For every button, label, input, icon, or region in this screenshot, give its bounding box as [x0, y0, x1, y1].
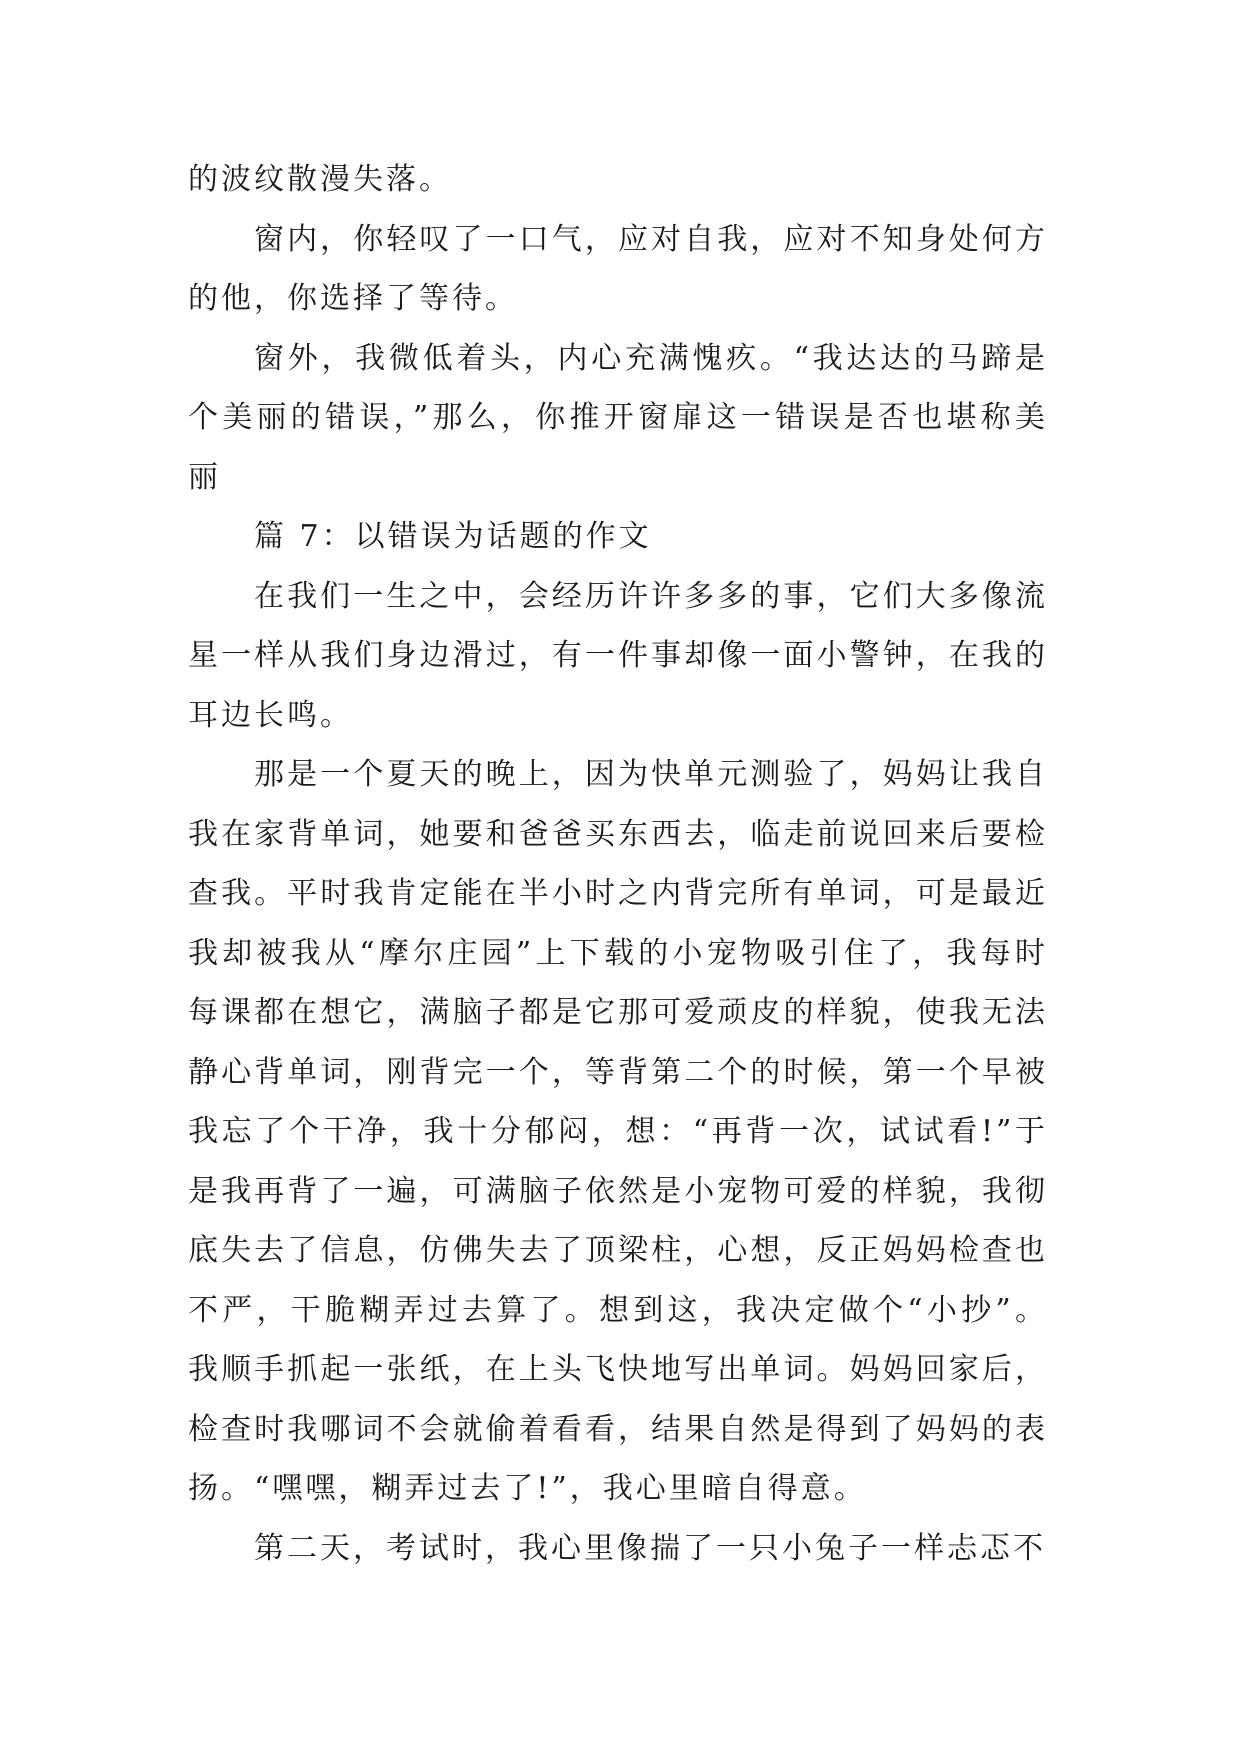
paragraph: 在我们一生之中，会经历许许多多的事，它们大多像流星一样从我们身边滑过，有一件事却像一面小警钟，在我的耳边长鸣。 — [188, 578, 1048, 733]
paragraph: 那是一个夏天的晚上，因为快单元测验了，妈妈让我自我在家背单词，她要和爸爸买东西去，临走前说回来后要检查我。平时我肯定能在半小时之内背完所有单词，可是最近我却被我从“摩尔庄园”上下载的小宠物吸引住了，我每时每课都在想它，满脑子都是它那可爱顽皮的样貌，使我无法静心背单词，刚背完一个，等背第二个的时候，第一个早被我忘了个干净，我十分郁闷，想：“再背一次，试试看!”于是我再背了一遍，可满脑子依然是小宠物可爱的样貌，我彻底失去了信息，仿佛失去了顶梁柱，心想，反正妈妈检查也不严，干脆糊弄过去算了。想到这，我决定做个“小抄”。我顺手抓起一张纸，在上头飞快地写出单词。妈妈回家后，检查时我哪词不会就偷着看看，结果自然是得到了妈妈的表扬。“嘿嘿，糊弄过去了!”，我心里暗自得意。 — [188, 757, 1048, 1506]
paragraph: 的波纹散漫失落。 — [188, 162, 452, 197]
body-text — [188, 150, 1048, 1578]
section-heading: 篇 7：以错误为话题的作文 — [254, 519, 652, 554]
paragraph: 窗外，我微低着头，内心充满愧疚。“我达达的马蹄是个美丽的错误，”那么，你推开窗扉这一错误是否也堪称美丽 — [188, 340, 1048, 495]
paragraph: 第二天，考试时，我心里像揣了一只小兔子一样忐忑不 — [254, 1530, 1046, 1566]
paragraph: 窗内，你轻叹了一口气，应对自我，应对不知身处何方的他，你选择了等待。 — [188, 221, 1048, 316]
